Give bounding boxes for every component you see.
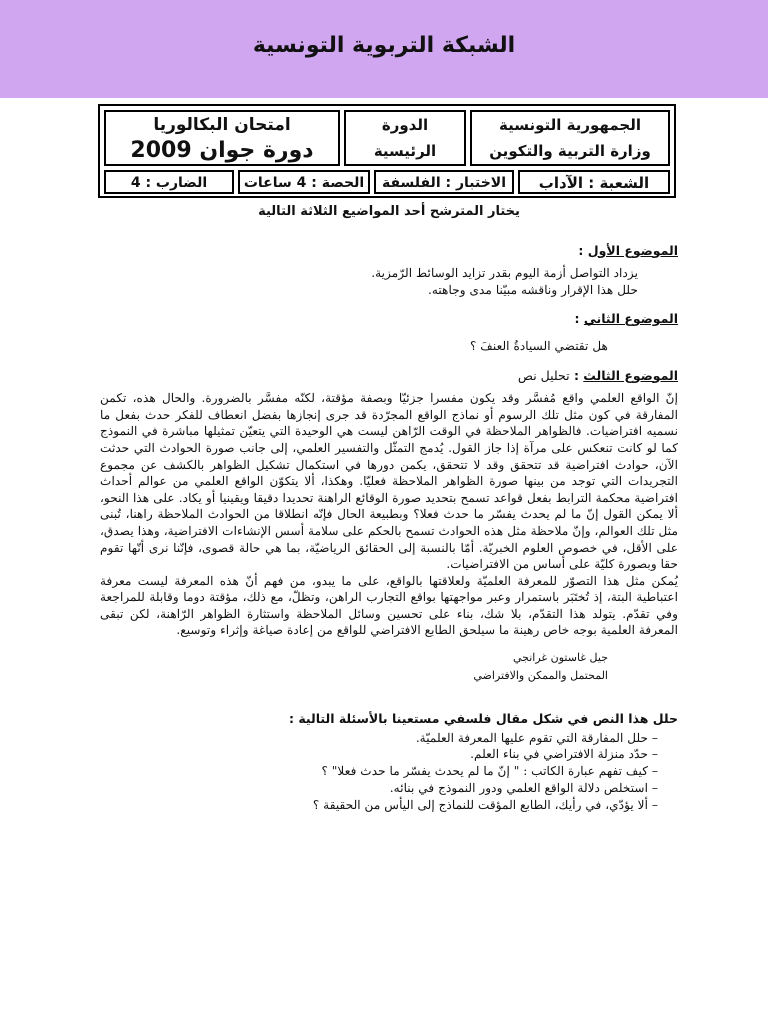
topic1-heading: الموضوع الأول : <box>578 242 678 258</box>
text-author: جيل غاستون غرانجي <box>512 651 608 665</box>
text-paragraph-1: إنّ الواقع العلمي واقع مُفسَّر وقد يكون مفسرا جزئيّا وبصفة مؤقتة، لكنّه مفسَّر بالضرورة. والحال هذه، تكمن المفارقة في كون مثل تلك الرسوم أو نماذج الواقع المجرّدة قد جرى إنجازها بفضل انعطاف للفكر حدث بفعل ما نسميه افتراضيات. فالظواهر الملاحظة في الوقت الرّاهن ليست هي الوحيدة التي يتعيّن تمثيلها مباشرة في النموذج كما لو كانت تنعكس على مرآة إذا جاز القول. يُدمج التمثّل والتفسير العلمي، إلى جانب صورة الحوادث التي حدثت الآن، حوادث افتراضية قد تتحقق وقد لا تتحقق، يكمن دورها في استكمال تشكيل الظواهر بالكشف عن مجموع التجريدات التي توجد من بينها صورة الظواهر الملاحظة فعليّا. وهكذا، ألا يتكوّن الواقع العلمي من عوالم أحداث افتراضية محكمة الترابط بفعل قواعد تسمح بتحديد صورة الوقائع الراهنة تحديدا دقيقا ويقينيا أو يكاد. على هذا النحو، ألا يمكن القول إنّ ما لم يحدث يفسّر ما حدث فعلا؟ وبطبيعة الحال فإنّه انطلاقا من الحوادث الملاحظة راهنا، تُبنى مثل تلك العوالم، وإنّ ملاحظة مثل هذه الحوادث تسمح بالحكم على سلامة أسس الإنشاءات الافتراضية، وهذا يصدق، على الأقل، في خصوص العلوم الخبريّة. أمّا بالنسبة إلى الحقائق الرياضيّة، بما هي حالة قصوى، فإنّنا نرى أنّها تقوم حقا وبصورة كليّة على أساس من الافتراضيات. <box>100 391 678 572</box>
site-banner <box>0 0 768 98</box>
session-label-2: الرئيسية <box>373 142 437 160</box>
topic3-label: الموضوع الثالث <box>583 367 678 383</box>
duration-cell: الحصة : 4 ساعات <box>238 170 370 194</box>
question-item: – حلل المفارقة التي تقوم عليها المعرفة العلميّة. <box>100 730 658 747</box>
topic3-label-suffix: تحليل نص <box>517 367 570 383</box>
instruction: يختار المترشح أحد المواضيع الثلاثة التالية <box>258 204 520 219</box>
questions-intro: حلل هذا النص في شكل مقال فلسفي مستعينا بالأسئلة التالية : <box>288 711 678 727</box>
question-item: – ألا يؤدّي، في رأيك، الطابع المؤقت للنماذج إلى اليأس من الحقيقة ؟ <box>100 797 658 814</box>
subject-cell: الاختبار : الفلسفة <box>374 170 514 194</box>
exam-content <box>100 204 678 814</box>
republic-label: الجمهورية التونسية <box>499 116 641 134</box>
topic3-heading: الموضوع الثالث : تحليل نص <box>517 367 678 383</box>
question-item: – حدّد منزلة الافتراضي في بناء العلم. <box>100 746 658 763</box>
exam-title: امتحان البكالوريا <box>153 115 291 135</box>
ministry-label: وزارة التربية والتكوين <box>489 142 651 160</box>
topic2-question: هل تقتضي السيادةُ العنفَ ؟ <box>469 338 608 353</box>
branch-cell: الشعبة : الآداب <box>518 170 670 194</box>
topic1-line2: حلل هذا الإقرار وناقشه مبيّنا مدى وجاهته. <box>427 282 638 297</box>
site-title: الشبكة التربوية التونسية <box>252 33 516 58</box>
topic1-line1: يزداد التواصل أزمة اليوم بقدر تزايد الوسائط الرّمزية. <box>371 266 638 281</box>
exam-year: دورة جوان 2009 <box>130 138 314 163</box>
topic1-label: الموضوع الأول <box>587 242 678 258</box>
topic2-heading: الموضوع الثاني : <box>574 311 678 327</box>
question-item: – كيف تفهم عبارة الكاتب : " إنّ ما لم يحدث يفسّر ما حدث فعلا" ؟ <box>100 763 658 780</box>
exam-cell <box>104 110 340 166</box>
text-source: المحتمل والممكن والافتراضي <box>473 669 608 683</box>
coefficient-cell: الضارب : 4 <box>104 170 234 194</box>
ministry-cell <box>470 110 670 166</box>
questions-list <box>100 730 678 814</box>
topic2-label: الموضوع الثاني <box>583 311 678 327</box>
exam-header <box>98 104 676 198</box>
text-paragraph-2: يُمكن مثل هذا التصوّر للمعرفة العلميّة ولعلاقتها بالواقع، على ما يبدو، من فهم أنّ هذه المعرفة ليست معرفة اعتباطية البتة، إذ تُختَبَر باستمرار وعبر مواجهتها بواقع التجارب الراهن، وتظلّ، مع ذلك، مؤقتة دوما وقابلة للمراجعة وفي تقدّم. يتولد هذا التقدّم، بلا شك، بناء على تحسين وسائل الملاحظة واستثارة الظواهر الرّاهنة، لكن تبقى المعرفة العلمية بوجه خاص رهينة ما سيلحق الطابع الافتراضي للواقع من إعادة صياغة وإثراء وتوسيع. <box>100 573 678 638</box>
question-item: – استخلص دلالة الواقع العلمي ودور النموذج في بنائه. <box>100 780 658 797</box>
session-cell <box>344 110 466 166</box>
session-label-1: الدورة <box>381 116 429 134</box>
